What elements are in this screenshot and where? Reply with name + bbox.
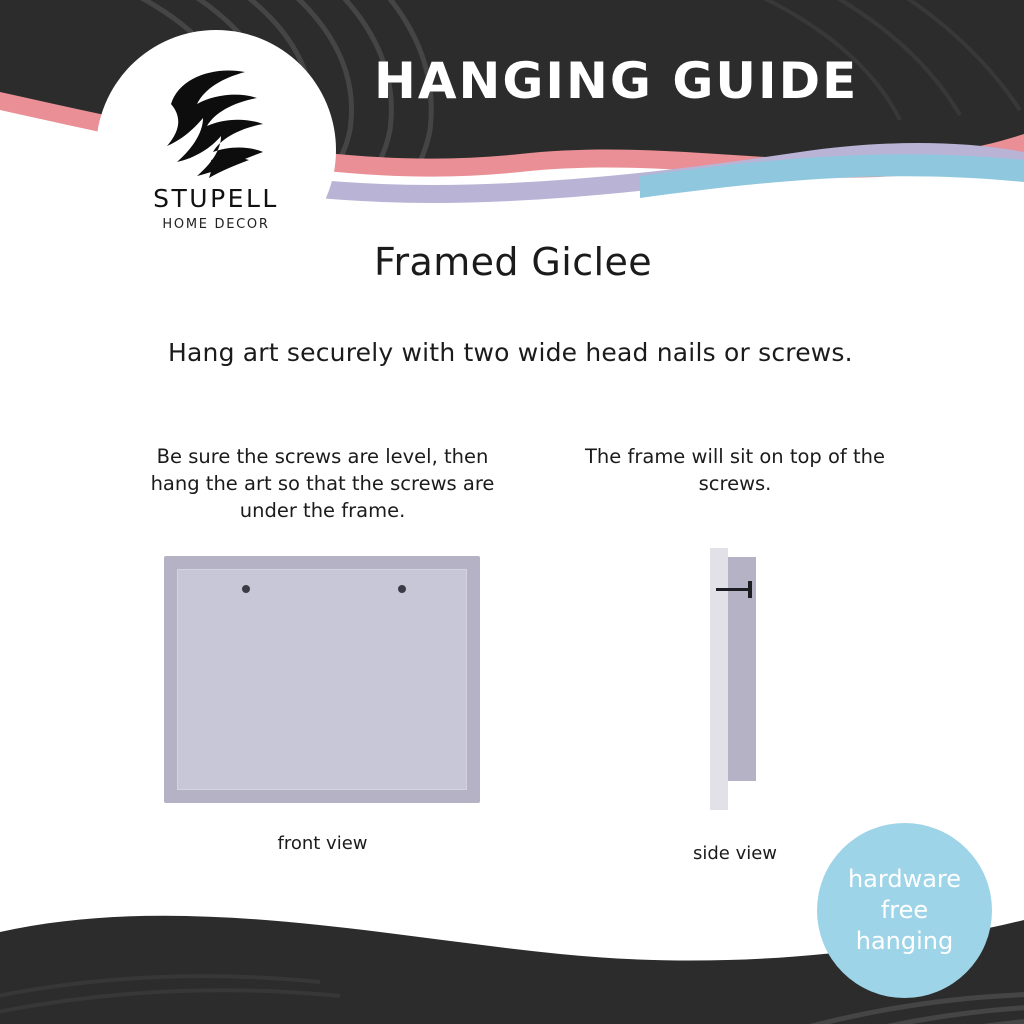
front-view-column xyxy=(150,443,495,524)
hardware-free-badge-text xyxy=(848,864,961,957)
side-view-caption: The frame will sit on top of the screws. xyxy=(585,445,885,495)
side-view-column xyxy=(570,443,900,497)
badge-line-3: hanging xyxy=(855,927,954,955)
badge-line-2: free xyxy=(880,896,929,924)
side-view-screw-head-icon xyxy=(748,581,752,598)
front-view-mat xyxy=(177,569,467,790)
front-view-label: front view xyxy=(277,833,368,854)
screw-dot-right-icon xyxy=(398,585,406,593)
instruction-text: Hang art securely with two wide head nails or screws. xyxy=(168,338,853,367)
screw-dot-left-icon xyxy=(242,585,250,593)
badge-line-1: hardware xyxy=(847,865,962,893)
front-view-caption: Be sure the screws are level, then hang the art so that the screws are under the frame. xyxy=(150,445,495,522)
brand-logo xyxy=(96,30,336,270)
stupell-swirl-icon xyxy=(153,64,279,182)
side-view-screw-icon xyxy=(716,588,752,591)
side-view-label: side view xyxy=(692,843,778,864)
brand-tagline: HOME DECOR xyxy=(162,217,270,232)
product-type-label: Framed Giclee xyxy=(374,240,653,284)
page-title: HANGING GUIDE xyxy=(374,52,859,110)
front-view-diagram xyxy=(164,556,480,803)
brand-name: STUPELL xyxy=(153,184,279,213)
hardware-free-badge xyxy=(817,823,992,998)
